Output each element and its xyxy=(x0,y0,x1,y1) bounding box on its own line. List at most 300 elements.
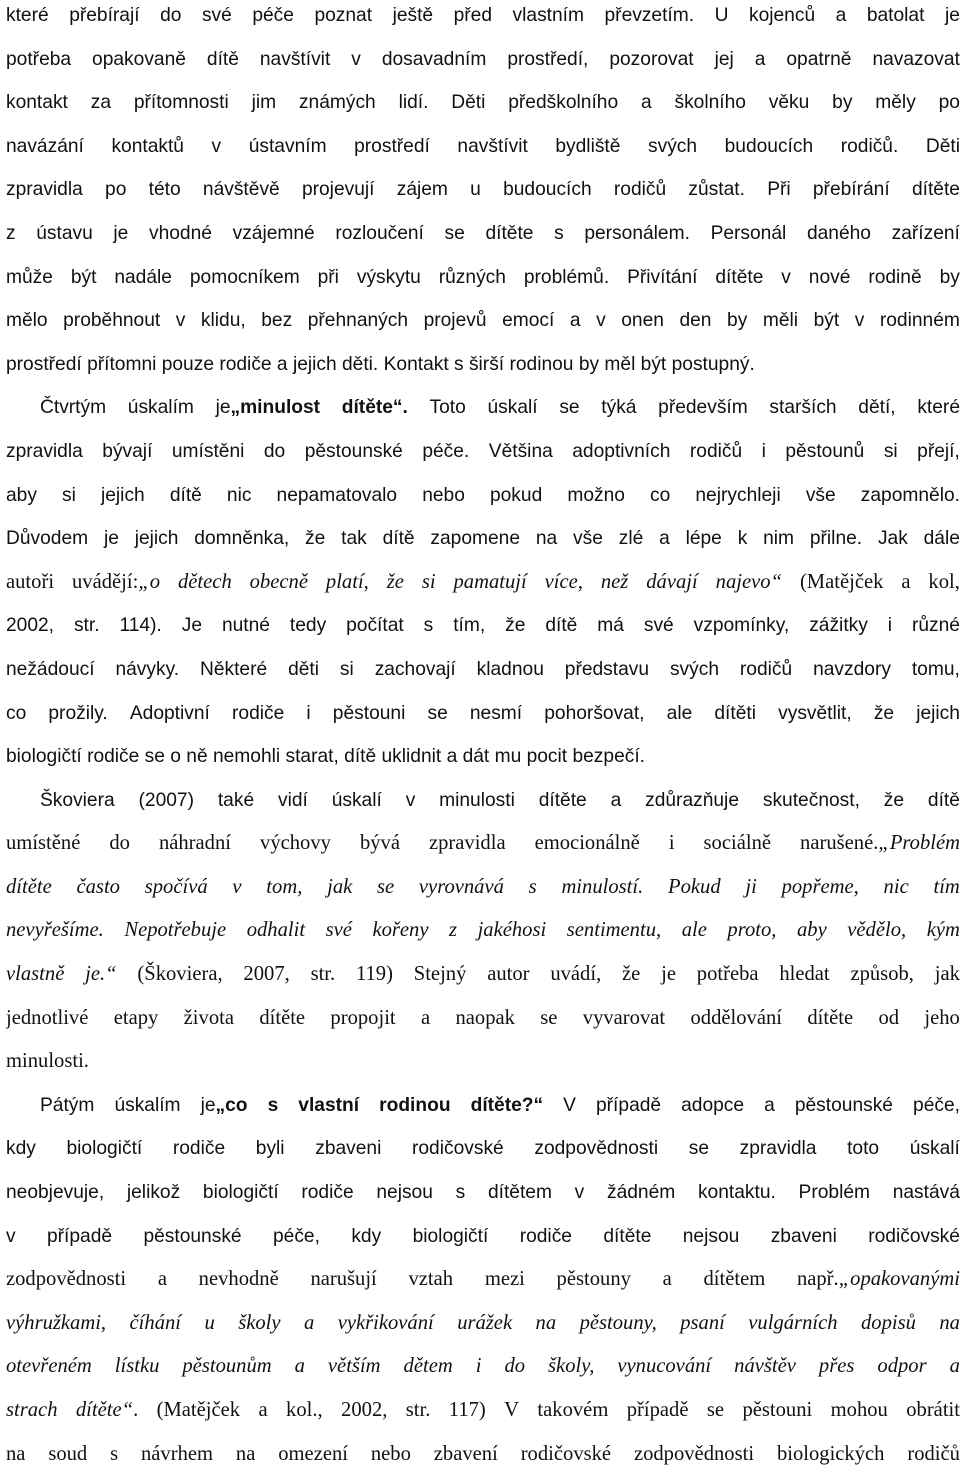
word: návyky. xyxy=(115,658,180,680)
word: pěstouni xyxy=(742,1399,813,1421)
word: především xyxy=(658,397,748,419)
word: své xyxy=(325,919,352,942)
word: a xyxy=(294,1355,305,1378)
word: personálem. xyxy=(584,222,690,244)
word: vzpomínky, xyxy=(693,615,790,637)
word: vědělo, xyxy=(847,919,907,942)
word: problémů. xyxy=(523,266,610,288)
text-line xyxy=(6,866,960,910)
word: i xyxy=(668,832,675,855)
word: 2002, xyxy=(6,615,55,637)
word: nežádoucí xyxy=(6,658,95,680)
word: opatrně xyxy=(786,48,852,70)
word: budoucích xyxy=(724,135,814,157)
word: omezení xyxy=(278,1442,348,1465)
word: tedy xyxy=(289,615,327,637)
word: úskalím xyxy=(114,1094,181,1116)
word: způsob, xyxy=(850,963,914,986)
text-line xyxy=(6,997,960,1041)
word: rodiče xyxy=(172,1138,226,1160)
word: kladnou xyxy=(476,658,544,680)
word: adopce xyxy=(681,1094,745,1116)
word: pohoršovat, xyxy=(544,702,645,724)
word: přebírají xyxy=(69,5,140,26)
word: s xyxy=(110,1442,119,1465)
word: nebo xyxy=(422,484,465,506)
text-line xyxy=(6,0,960,38)
word: Některé xyxy=(199,658,268,680)
text-line xyxy=(6,909,960,953)
word: že xyxy=(386,570,404,593)
word: vše xyxy=(573,528,603,550)
word: své xyxy=(201,5,232,26)
word: rodiče xyxy=(301,1182,354,1204)
word: často xyxy=(76,875,120,898)
word: najevo“ xyxy=(715,570,783,593)
word: proběhnout xyxy=(63,310,161,332)
word: s xyxy=(454,353,469,375)
word: dětí, xyxy=(858,397,896,419)
word: pěstouni xyxy=(332,702,406,724)
word: zbaveni xyxy=(770,1225,837,1247)
word: nebo xyxy=(370,1442,411,1465)
word: umístěné xyxy=(6,832,81,855)
word: 2002, xyxy=(341,1399,388,1421)
word: vidí xyxy=(277,789,308,811)
word: svých xyxy=(669,658,719,680)
word: je xyxy=(661,963,676,986)
word: mezi xyxy=(484,1268,525,1291)
word: rodičů xyxy=(907,1442,960,1465)
word: na xyxy=(6,1442,26,1465)
word: mohou xyxy=(830,1399,888,1421)
word: předškolního xyxy=(508,92,619,114)
word: a xyxy=(949,1355,960,1378)
word: biologičtí xyxy=(202,1182,279,1204)
word: a xyxy=(835,5,847,26)
word: den xyxy=(679,310,712,332)
word: vysvětlit, xyxy=(778,702,852,724)
word xyxy=(201,1084,248,1128)
word: minulosti xyxy=(439,789,515,811)
word: by xyxy=(832,92,853,114)
word: i xyxy=(306,702,311,724)
word: vhodné xyxy=(149,222,212,244)
text-line xyxy=(6,735,960,779)
word: mu xyxy=(494,746,527,768)
text-line xyxy=(6,1215,960,1259)
word: v xyxy=(405,789,416,811)
word: představu xyxy=(564,658,650,680)
word: strach xyxy=(6,1399,58,1421)
word: zpravidla xyxy=(6,440,83,462)
word: známých xyxy=(298,92,376,114)
word: pouze xyxy=(161,353,220,375)
word: péče xyxy=(252,5,294,26)
word: aby xyxy=(796,919,827,942)
word: minulostí. xyxy=(561,875,644,898)
word: Děti xyxy=(925,135,960,157)
word: dítěte?“ xyxy=(470,1094,544,1116)
word: úskalí xyxy=(331,789,382,811)
word: úskalí xyxy=(909,1138,960,1160)
text-line xyxy=(6,343,960,387)
word: zpravidla xyxy=(428,832,506,855)
word: kořeny xyxy=(372,919,429,942)
word: dítěte xyxy=(807,1006,854,1029)
word: také xyxy=(217,789,255,811)
word: kontakt xyxy=(6,92,68,114)
text-line xyxy=(6,125,960,169)
word: 2007, xyxy=(243,963,290,986)
word: Problém xyxy=(798,1182,870,1204)
word: 114). xyxy=(119,615,162,637)
word: bezpečí. xyxy=(572,746,646,768)
word: zařízení xyxy=(891,222,960,244)
word: být xyxy=(70,266,97,288)
word: měl xyxy=(604,353,641,375)
word: dopisů xyxy=(860,1311,916,1334)
word: je xyxy=(113,222,129,244)
word: odhalit xyxy=(246,919,306,942)
word: s xyxy=(423,615,434,637)
word: při xyxy=(317,266,339,288)
word: aby xyxy=(6,484,37,506)
word: jeho xyxy=(924,1006,960,1029)
word: rodině xyxy=(868,266,922,288)
word: si xyxy=(62,484,76,506)
text-line xyxy=(6,1433,960,1476)
text-line xyxy=(6,692,960,736)
word: otevřeném xyxy=(6,1355,92,1378)
word: str. xyxy=(310,963,336,986)
word: zdůrazňuje xyxy=(645,789,739,811)
word: potřeba xyxy=(696,963,759,986)
word: vyvarovat xyxy=(582,1006,666,1029)
word: jim xyxy=(251,92,277,114)
word: vlastně xyxy=(6,963,65,986)
word: ale xyxy=(666,702,693,724)
word: pěstounské xyxy=(794,1094,893,1116)
word: kontaktu. xyxy=(697,1182,776,1204)
word: z xyxy=(6,222,16,244)
word: dávají xyxy=(646,570,698,593)
word: by xyxy=(578,353,605,375)
word: číhání xyxy=(129,1311,182,1334)
word: tom, xyxy=(266,875,303,898)
word: onen xyxy=(621,310,664,332)
word: na xyxy=(235,1442,256,1465)
word: rodičovské xyxy=(520,1442,612,1465)
word: z xyxy=(449,919,458,942)
text-line xyxy=(6,81,960,125)
word: a xyxy=(569,310,581,332)
text-line xyxy=(6,561,960,605)
word: nejsou xyxy=(376,1182,433,1204)
word: dítěte xyxy=(6,875,52,898)
word: že xyxy=(883,789,905,811)
word: dítě xyxy=(169,484,202,506)
word: školy xyxy=(238,1311,281,1334)
word: návštěvě xyxy=(202,179,280,201)
text-line xyxy=(6,386,960,430)
word: domněnka, xyxy=(194,528,290,550)
word: skutečnost, xyxy=(762,789,860,811)
word: dosavadním xyxy=(381,48,487,70)
word: je.“ xyxy=(85,963,117,986)
word: a xyxy=(157,1268,167,1291)
word: úskalím xyxy=(127,397,194,419)
word: autoři xyxy=(6,570,55,593)
word: a xyxy=(764,1094,775,1116)
word: rozloučení xyxy=(335,222,424,244)
word: bez xyxy=(261,310,293,332)
word: tím, xyxy=(453,615,486,637)
word: lidí. xyxy=(398,92,429,114)
word: a xyxy=(901,570,911,593)
word: sociálně xyxy=(703,832,772,855)
word: zodpovědnosti xyxy=(534,1138,659,1160)
word: jakéhosi xyxy=(477,919,547,942)
word: tomu, xyxy=(911,658,960,680)
word: být xyxy=(813,310,840,332)
word: navázání xyxy=(6,135,84,157)
word: že xyxy=(505,615,526,637)
word: měly xyxy=(875,92,916,114)
word: rodiče xyxy=(232,702,285,724)
word: str. xyxy=(405,1399,431,1421)
word: s xyxy=(554,222,564,244)
word: poznat xyxy=(314,5,373,26)
word: vykřikování xyxy=(337,1311,434,1334)
word: v xyxy=(574,1182,585,1204)
word: pěstounské xyxy=(304,440,403,462)
word: etapy xyxy=(113,1006,159,1029)
word: proto, xyxy=(727,919,777,942)
word: byli xyxy=(255,1138,285,1160)
word: dítě xyxy=(382,528,415,550)
word: vyrovnává xyxy=(418,875,504,898)
word: děti. xyxy=(342,353,384,375)
word: pěstounů xyxy=(785,440,865,462)
word: které xyxy=(917,397,960,419)
word: rodičů xyxy=(739,658,793,680)
word: rodiče xyxy=(519,1225,572,1247)
text-line xyxy=(6,822,960,866)
word: na xyxy=(535,528,558,550)
word: emocionálně xyxy=(534,832,640,855)
word: možno xyxy=(567,484,625,506)
word: s xyxy=(455,1182,466,1204)
document-page xyxy=(6,0,960,1476)
word: v xyxy=(854,310,865,332)
word: pěstounům xyxy=(182,1355,272,1378)
word: by xyxy=(727,310,748,332)
word: v xyxy=(351,48,361,70)
word: ústavu xyxy=(36,222,93,244)
word: Většina xyxy=(488,440,553,462)
word: urážek xyxy=(457,1311,513,1334)
word: pěstouny xyxy=(556,1268,631,1291)
word: Důvodem xyxy=(6,528,89,550)
text-line xyxy=(6,953,960,997)
word: „o xyxy=(138,570,161,593)
word: dětech xyxy=(178,570,232,593)
word: nevhodně xyxy=(198,1268,279,1291)
text-line xyxy=(6,604,960,648)
word: svých xyxy=(648,135,698,157)
text-line xyxy=(6,1302,960,1346)
word: adoptivních xyxy=(572,440,671,462)
word: dětem xyxy=(403,1355,453,1378)
word: Čtvrtým xyxy=(40,397,107,419)
text-line xyxy=(6,1171,960,1215)
word: vše xyxy=(805,484,836,506)
word: dítěte xyxy=(715,266,764,288)
word: dítěti xyxy=(714,702,756,724)
text-line xyxy=(6,517,960,561)
word: Nepotřebuje xyxy=(124,919,227,942)
word: přejí, xyxy=(917,440,960,462)
word: oddělování xyxy=(690,1006,782,1029)
word: zodpovědnosti xyxy=(6,1268,127,1291)
word: má xyxy=(597,615,624,637)
word: rodiče xyxy=(219,353,277,375)
word: lépe xyxy=(685,528,722,550)
word: starat, xyxy=(285,746,345,768)
word: kol, xyxy=(928,570,960,593)
word: pomocníkem xyxy=(189,266,300,288)
word: zájem xyxy=(396,179,448,201)
word: kojenců xyxy=(748,5,816,26)
word: na xyxy=(939,1311,960,1334)
word: že xyxy=(622,963,641,986)
word: jejich xyxy=(916,702,960,724)
word: přebírání xyxy=(812,179,890,201)
word: se xyxy=(144,746,171,768)
word: opakovaně xyxy=(92,48,186,70)
word: nastává xyxy=(892,1182,960,1204)
word: 117) xyxy=(448,1399,486,1421)
word: (Matějček xyxy=(156,1399,241,1421)
word: prožily. xyxy=(48,702,108,724)
word: Při xyxy=(767,179,791,201)
word: zpravidla xyxy=(6,179,83,201)
word: pozorovat xyxy=(609,48,694,70)
word: i xyxy=(761,440,766,462)
word: výhružkami, xyxy=(6,1311,107,1334)
word: je xyxy=(944,5,960,26)
word: za xyxy=(90,92,111,114)
word: budoucích xyxy=(503,179,592,201)
word: Přivítání xyxy=(627,266,698,288)
word: rodičovské xyxy=(412,1138,504,1160)
word: daného xyxy=(806,222,871,244)
word: dítěte xyxy=(538,789,587,811)
word: ji xyxy=(745,875,757,898)
word: vztah xyxy=(408,1268,454,1291)
word: dítě xyxy=(206,48,239,70)
text-line xyxy=(6,430,960,474)
word: projevují xyxy=(301,179,375,201)
word: nevyřešíme. xyxy=(6,919,104,942)
word: zlé xyxy=(618,528,644,550)
word: na xyxy=(535,1311,557,1334)
word: Děti xyxy=(451,92,486,114)
word: návštěv xyxy=(734,1355,796,1378)
word: v xyxy=(781,266,791,288)
word: narušené. xyxy=(800,832,879,855)
word: se xyxy=(688,1138,710,1160)
text-line xyxy=(6,38,960,82)
word: v xyxy=(211,135,222,157)
word: 119) xyxy=(355,963,393,986)
word: V xyxy=(504,1399,520,1421)
word: jak xyxy=(327,875,353,898)
word: odpor xyxy=(877,1355,927,1378)
word: že xyxy=(873,702,895,724)
word: dát xyxy=(462,746,495,768)
word: a xyxy=(446,746,463,768)
word: propojit xyxy=(330,1006,396,1029)
word: se xyxy=(444,222,465,244)
word: dítě xyxy=(927,789,960,811)
word: uvádějí: xyxy=(71,570,139,593)
word: rodinou xyxy=(509,353,579,375)
word: žádném xyxy=(606,1182,676,1204)
word: po xyxy=(938,92,960,114)
word: jelikož xyxy=(126,1182,181,1204)
word: popřeme, xyxy=(781,875,859,898)
word: vlastním xyxy=(512,5,584,26)
word: a xyxy=(258,1399,268,1421)
text-line xyxy=(6,299,960,343)
word: potřeba xyxy=(6,48,72,70)
word: vynucování xyxy=(617,1355,712,1378)
word: přes xyxy=(818,1355,855,1378)
word: Pátým xyxy=(40,1094,95,1116)
word: do xyxy=(160,5,182,26)
word: si xyxy=(421,570,436,593)
word: své xyxy=(643,615,674,637)
word: týká xyxy=(601,397,637,419)
text-line xyxy=(6,168,960,212)
word: (Matějček xyxy=(799,570,884,593)
word: nim xyxy=(763,528,795,550)
word: přehnaných xyxy=(307,310,409,332)
word: a xyxy=(659,528,670,550)
word: obecně xyxy=(249,570,308,593)
word: školního xyxy=(674,92,746,114)
word: zachovají xyxy=(374,658,456,680)
word: ústavním xyxy=(248,135,327,157)
word: je xyxy=(200,1094,216,1116)
word: přilne. xyxy=(809,528,863,550)
word: „co xyxy=(215,1094,248,1116)
word: takovém xyxy=(537,1399,609,1421)
word: se xyxy=(559,397,580,419)
word: postupný. xyxy=(671,353,755,375)
word: návrhem xyxy=(140,1442,214,1465)
word: případě xyxy=(596,1094,662,1116)
word: jak xyxy=(934,963,960,986)
word: vzájemné xyxy=(232,222,315,244)
word: minulosti. xyxy=(6,1050,89,1073)
word: rodiče xyxy=(87,746,145,768)
word: batolat xyxy=(866,5,925,26)
word: v xyxy=(6,1225,16,1247)
word: před xyxy=(453,5,493,26)
